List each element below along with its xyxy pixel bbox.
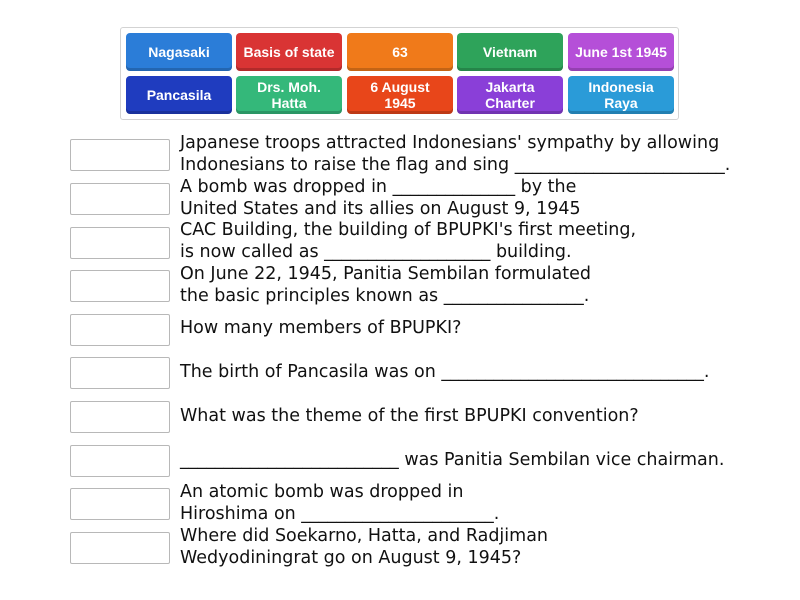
answer-drop-box[interactable] bbox=[70, 227, 170, 259]
question-text: Japanese troops attracted Indonesians' sympathy by allowing Indonesians to raise the flag and sing ________________________. bbox=[180, 133, 731, 175]
tile-vietnam[interactable] bbox=[457, 33, 563, 71]
tile-label: Basis of state bbox=[243, 44, 335, 60]
question-text: Where did Soekarno, Hatta, and Radjiman Wedyodiningrat go on August 9, 1945? bbox=[180, 526, 549, 568]
question-text: CAC Building, the building of BPUPKI's first meeting, is now called as ___________________ building. bbox=[180, 220, 637, 262]
tile-pancasila[interactable] bbox=[126, 76, 232, 114]
tile-label: Indonesia Raya bbox=[588, 79, 654, 111]
question-text: On June 22, 1945, Panitia Sembilan formulated the basic principles known as ________________. bbox=[180, 264, 591, 306]
tile-nagasaki[interactable] bbox=[126, 33, 232, 71]
tile-label: Pancasila bbox=[146, 87, 212, 103]
tile-jakarta-charter[interactable] bbox=[457, 76, 563, 114]
tile-label: Jakarta Charter bbox=[485, 79, 535, 111]
tile-june-1st-1945[interactable] bbox=[568, 33, 674, 71]
tile-label: Nagasaki bbox=[148, 44, 210, 60]
word-bank-panel bbox=[120, 27, 679, 120]
question-text: An atomic bomb was dropped in Hiroshima on ______________________. bbox=[180, 482, 500, 524]
question-text: A bomb was dropped in ______________ by the United States and its allies on August 9, 1945 bbox=[180, 177, 581, 219]
question-text: The birth of Pancasila was on ______________________________. bbox=[180, 362, 710, 382]
answer-drop-box[interactable] bbox=[70, 401, 170, 433]
tile-label: Drs. Moh. Hatta bbox=[257, 79, 321, 111]
answer-drop-box[interactable] bbox=[70, 270, 170, 302]
answer-drop-box[interactable] bbox=[70, 139, 170, 171]
tile-label: Vietnam bbox=[482, 44, 538, 60]
tile-label: June 1st 1945 bbox=[575, 44, 667, 60]
tile-6-august-1945[interactable] bbox=[347, 76, 453, 114]
answer-drop-box[interactable] bbox=[70, 445, 170, 477]
tile-indonesia-raya[interactable] bbox=[568, 76, 674, 114]
question-text: What was the theme of the first BPUPKI convention? bbox=[180, 406, 639, 426]
tile-label: 63 bbox=[392, 44, 408, 60]
answer-drop-box[interactable] bbox=[70, 357, 170, 389]
answer-drop-box[interactable] bbox=[70, 532, 170, 564]
question-text: How many members of BPUPKI? bbox=[180, 318, 462, 338]
tile-drs-moh-hatta[interactable] bbox=[236, 76, 342, 114]
tile-basis-of-state[interactable] bbox=[236, 33, 342, 71]
answer-drop-box[interactable] bbox=[70, 488, 170, 520]
tile-63[interactable] bbox=[347, 33, 453, 71]
question-text: _________________________ was Panitia Sembilan vice chairman. bbox=[180, 450, 725, 470]
answer-drop-box[interactable] bbox=[70, 314, 170, 346]
tile-label: 6 August 1945 bbox=[370, 79, 430, 111]
answer-drop-box[interactable] bbox=[70, 183, 170, 215]
